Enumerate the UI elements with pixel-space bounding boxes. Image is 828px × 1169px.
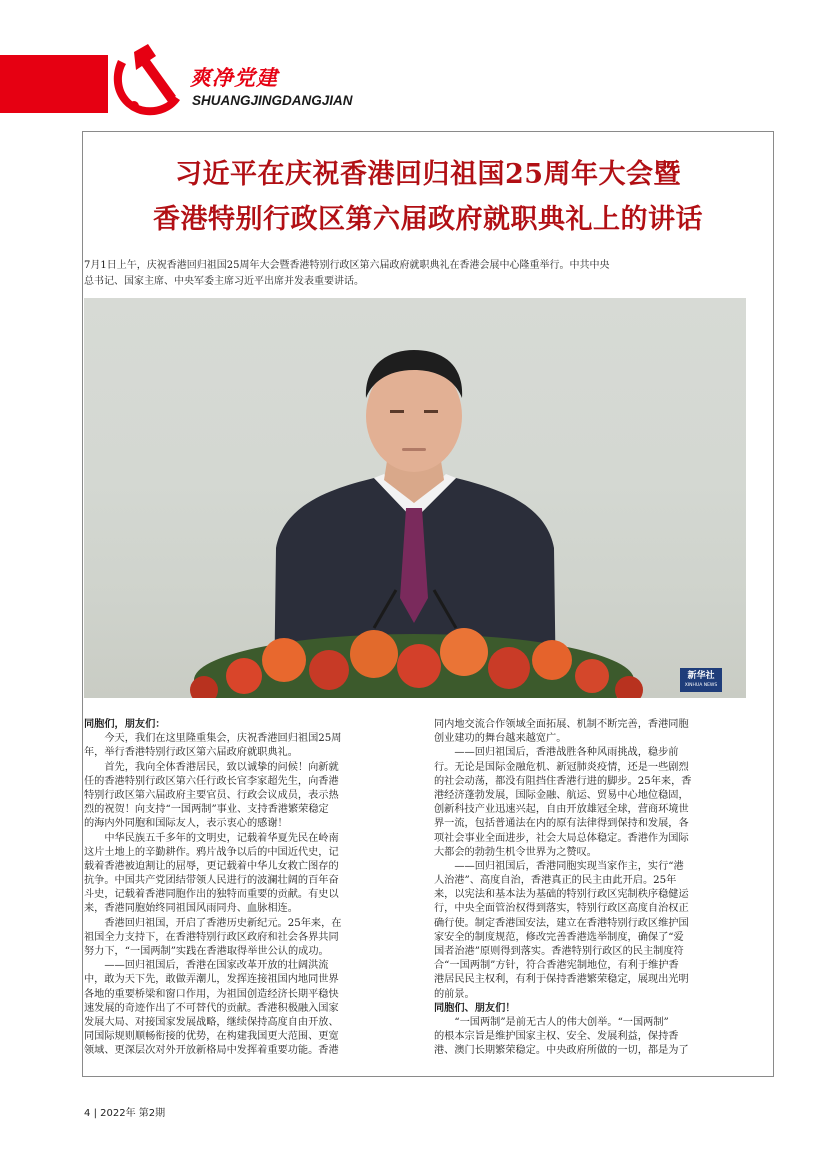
body-line: 项社会事业全面进步，社会大局总体稳定。香港作为国际 — [434, 832, 689, 844]
brand-name-en: SHUANGJINGDANGJIAN — [192, 93, 353, 108]
body-line: “一国两制”是前无古人的伟大创举。“一国两制” — [434, 1016, 669, 1028]
body-line: 首先，我向全体香港居民，致以诚挚的问候！向新就 — [84, 761, 339, 773]
body-line: 创新科技产业迅速兴起，自由开放雄冠全球，营商环境世 — [434, 804, 689, 816]
body-line: 家安全的制度规范，修改完善香港选举制度，确保了“爱 — [434, 931, 684, 943]
body-line: 领域、更深层次对外开放新格局中发挥着重要功能。香港 — [84, 1045, 339, 1057]
body-line: 国者治港”原则得到落实。香港特别行政区的民主制度符 — [434, 946, 684, 957]
page-footer — [84, 1104, 165, 1119]
body-line: 斗史，记载着香港同胞作出的独特而重要的贡献。有史以 — [84, 889, 339, 901]
body-line: 行。无论是国际金融危机、新冠肺炎疫情，还是一些剧烈 — [434, 761, 689, 773]
body-line: 来，香港同胞始终同祖国风雨同舟、血脉相连。 — [84, 903, 298, 915]
footer-separator: | — [93, 1108, 97, 1119]
body-line: 香港回归祖国，开启了香港历史新纪元。25年来，在 — [84, 917, 342, 929]
body-line: 烈的祝贺！向支持“一国两制”事业、支持香港繁荣稳定 — [84, 804, 329, 816]
photo-watermark-en: XINHUA NEWS — [684, 683, 718, 688]
photo-watermark-cn: 新华社 — [687, 671, 715, 681]
brand-name-cn: 爽净党建 — [190, 66, 278, 90]
body-line: 的社会动荡，都没有阻挡住香港行进的脚步。25年来，香 — [434, 775, 692, 787]
article-title-line-2: 香港特别行政区第六届政府就职典礼上的讲话 — [153, 204, 703, 235]
article-title-line-1: 习近平在庆祝香港回归祖国25周年大会暨 — [174, 159, 682, 190]
article-lead — [84, 258, 748, 290]
body-line: 年，举行香港特别行政区第六届政府就职典礼。 — [84, 747, 298, 759]
body-line: 今天，我们在这里隆重集会，庆祝香港回归祖国25周 — [84, 733, 342, 745]
body-line: 这片土地上的辛勤耕作。鸦片战争以后的中国近代史，记 — [84, 846, 339, 858]
body-line: 港经济蓬勃发展，国际金融、航运、贸易中心地位稳固， — [434, 789, 689, 801]
lead-line: 总书记、国家主席、中央军委主席习近平出席并发表重要讲话。 — [84, 276, 364, 287]
body-line: 同内地交流合作领域全面拓展、机制不断完善，香港同胞 — [434, 719, 689, 730]
body-line: ——回归祖国后，香港战胜各种风雨挑战，稳步前 — [434, 747, 679, 759]
page-number: 4 — [84, 1108, 91, 1119]
body-line: 特别行政区第六届政府主要官员、行政会议成员，表示热 — [84, 789, 339, 801]
body-line: 界一流，包括普通法在内的原有法律得到保持和发展，各 — [434, 818, 689, 830]
body-line: 创业建功的舞台越来越宽广。 — [434, 733, 567, 745]
section-heading: 同胞们、朋友们！ — [434, 1002, 516, 1014]
body-line: 中，敢为天下先，敢做弄潮儿，发挥连接祖国内地同世界 — [84, 974, 339, 986]
body-line: 各地的重要桥梁和窗口作用，为祖国创造经济长期平稳快 — [84, 988, 339, 1000]
lead-line: 7月1日上午，庆祝香港回归祖国25周年大会暨香港特别行政区第六届政府就职典礼在香港会展中心隆重举行。中共中央 — [84, 260, 610, 271]
body-line: 载着香港被迫割让的屈辱，更记载着中华儿女救亡图存的 — [84, 860, 339, 872]
body-line: 的前景。 — [434, 988, 475, 1000]
header-red-bar — [0, 55, 108, 113]
body-line: 努力下，“一国两制”实践在香港取得举世公认的成功。 — [84, 946, 329, 957]
body-line: ——回归祖国后，香港同胞实现当家作主，实行“港 — [434, 860, 684, 872]
section-heading: 同胞们，朋友们： — [84, 719, 166, 730]
body-line: 来，以宪法和基本法为基础的特别行政区宪制秩序稳健运 — [434, 889, 689, 901]
body-line: 大都会的勃勃生机令世界为之赞叹。 — [434, 846, 597, 858]
body-line: 人治港”、高度自治，香港真正的民主由此开启。25年 — [434, 875, 677, 887]
article-body-left-column — [84, 718, 406, 1059]
body-line: 同国际规则顺畅衔接的优势，在构建我国更大范围、更宽 — [84, 1031, 339, 1043]
article-photo — [84, 298, 746, 698]
body-line: 港居民民主权利，有利于保持香港繁荣稳定，展现出光明 — [434, 974, 689, 986]
body-line: 中华民族五千多年的文明史，记载着华夏先民在岭南 — [84, 832, 339, 844]
body-line: 合“一国两制”方针，符合香港宪制地位，有利于维护香 — [434, 960, 679, 972]
body-line: 港、澳门长期繁荣稳定。中央政府所做的一切，都是为了 — [434, 1045, 689, 1057]
article-body-right-column — [434, 718, 756, 1059]
body-line: 祖国全力支持下，在香港特别行政区政府和社会各界共同 — [84, 931, 339, 943]
body-line: 抗争。中国共产党团结带领人民进行的波澜壮阔的百年奋 — [84, 875, 339, 887]
body-line: 发展大局、对接国家发展战略，继续保持高度自由开放、 — [84, 1016, 339, 1028]
body-line: 的根本宗旨是维护国家主权、安全、发展利益，保持香 — [434, 1031, 679, 1043]
body-line: 的海内外同胞和国际友人，表示衷心的感谢！ — [84, 818, 288, 830]
body-line: 速发展的奇迹作出了不可替代的贡献。香港积极融入国家 — [84, 1002, 339, 1014]
body-line: 确行使。制定香港国安法，建立在香港特别行政区维护国 — [434, 917, 689, 929]
body-line: 行，中央全面管治权得到落实，特别行政区高度自治权正 — [434, 903, 689, 915]
speaker-illustration — [84, 298, 746, 698]
body-line: ——回归祖国后，香港在国家改革开放的壮阔洪流 — [84, 960, 329, 972]
hammer-sickle-icon — [104, 38, 186, 120]
body-line: 任的香港特别行政区第六任行政长官李家超先生，向香港 — [84, 775, 339, 787]
issue-label: 2022年 第2期 — [100, 1108, 166, 1119]
